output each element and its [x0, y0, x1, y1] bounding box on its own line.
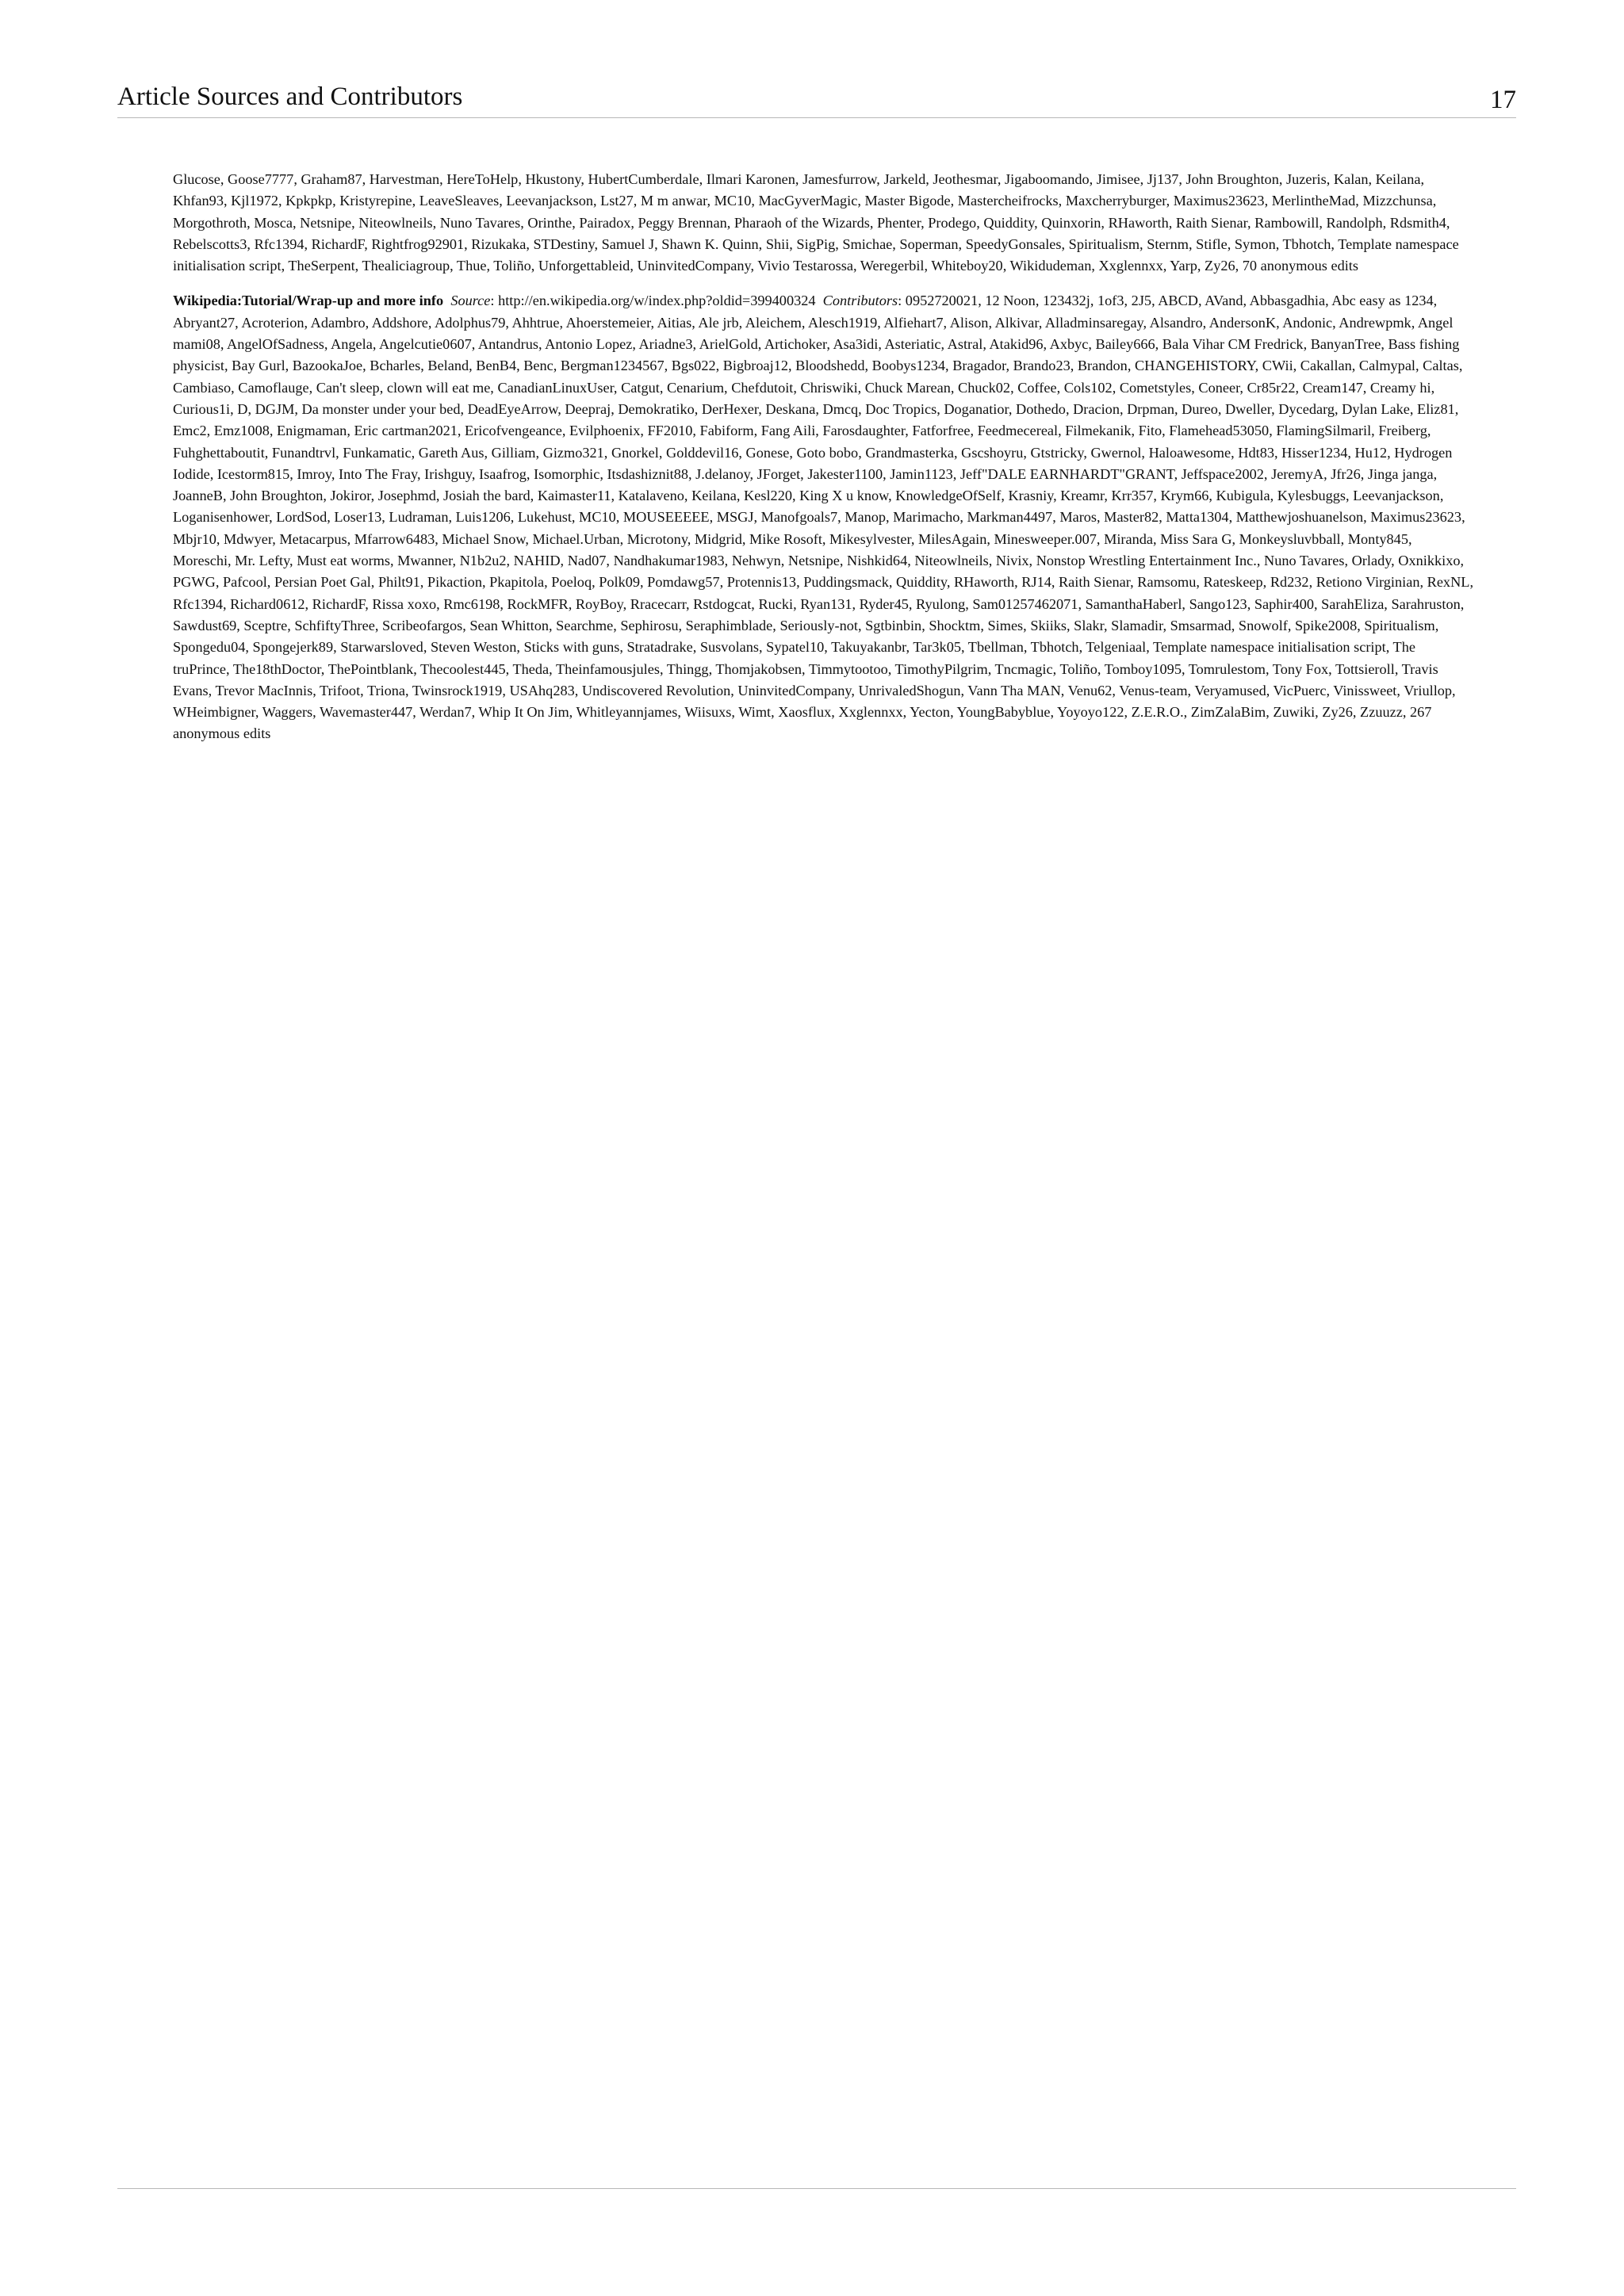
page-header	[117, 79, 1516, 118]
page-number: 17	[1490, 86, 1516, 114]
contributor-list: 0952720021, 12 Noon, 123432j, 1of3, 2J5, ABCD, AVand, Abbasgadhia, Abc easy as 1234, Abryant27, Acroterion, Adambro, Addshore, Adolphus79, Ahhtrue, Ahoerstemeier, Aitias, Ale jrb, Aleichem, Alesch1919, Alfiehart7, Alison, Alkivar, Alladminsaregay, Alsandro, AndersonK, Andonic, Andrewpmk, Angel mami08, AngelOfSadness, Angela, Angelcutie0607, Antandrus, Antonio Lopez, Ariadne3, ArielGold, Artichoker, Asa3idi, Asteriatic, Astral, Atakid96, Axbyc, Bailey666, Bala Vihar CM Fredrick, BanyanTree, Bass fishing physicist, Bay Gurl, BazookaJoe, Bcharles, Beland, BenB4, Benc, Bergman1234567, Bgs022, Bigbroaj12, Bloodshedd, Boobys1234, Bragador, Brando23, Brandon, CHANGEHISTORY, CWii, Cakallan, Calmypal, Caltas, Cambiaso, Camoflauge, Can't sleep, clown will eat me, CanadianLinuxUser, Catgut, Cenarium, Chefdutoit, Chriswiki, Chuck Marean, Chuck02, Coffee, Cols102, Cometstyles, Coneer, Cr85r22, Cream147, Creamy hi, Curious1i, D, DGJM, Da monster under your bed, DeadEyeArrow, Deepraj, Demokratiko, DerHexer, Deskana, Dmcq, Doc Tropics, Doganatior, Dothedo, Dracion, Drpman, Dureo, Dweller, Dycedarg, Dylan Lake, Eliz81, Emc2, Emz1008, Enigmaman, Eric cartman2021, Ericofvengeance, Evilphoenix, FF2010, Fabiform, Fang Aili, Farosdaughter, Fatforfree, Feedmecereal, Filmekanik, Fito, Flamehead53050, FlamingSilmaril, Freiberg, Fuhghettaboutit, Funandtrvl, Funkamatic, Gareth Aus, Gilliam, Gizmo321, Gnorkel, Golddevil16, Gonese, Goto bobo, Grandmasterka, Gscshoyru, Gtstricky, Gwernol, Haloawesome, Hdt83, Hisser1234, Hu12, Hydrogen Iodide, Icestorm815, Imroy, Into The Fray, Irishguy, Isaafrog, Isomorphic, Itsdashiznit88, J.delanoy, JForget, Jakester1100, Jamin1123, Jeff"DALE EARNHARDT"GRANT, Jeffspace2002, JeremyA, Jfr26, Jinga janga, JoanneB, John Broughton, Jokiror, Josephmd, Josiah the bard, Kaimaster11, Katalaveno, Keilana, Kesl220, King X u know, KnowledgeOfSelf, Krasniy, Kreamr, Krr357, Krym66, Kubigula, Kylesbuggs, Leevanjackson, Loganisenhower, LordSod, Loser13, Ludraman, Luis1206, Lukehust, MC10, MOUSEEEEE, MSGJ, Manofgoals7, Manop, Marimacho, Markman4497, Maros, Master82, Matta1304, Matthewjoshuanelson, Maximus23623, Mbjr10, Mdwyer, Metacarpus, Mfarrow6483, Michael Snow, Michael.Urban, Microtony, Midgrid, Mike Rosoft, Mikesylvester, MilesAgain, Minesweeper.007, Miranda, Miss Sara G, Monkeysluvbball, Monty845, Moreschi, Mr. Lefty, Must eat worms, Mwanner, N1b2u2, NAHID, Nad07, Nandhakumar1983, Nehwyn, Netsnipe, Nishkid64, Niteowlneils, Nivix, Nonstop Wrestling Entertainment Inc., Nuno Tavares, Orlady, Oxnikkixo, PGWG, Pafcool, Persian Poet Gal, Philt91, Pikaction, Pkapitola, Poeloq, Polk09, Pomdawg57, Protennis13, Puddingsmack, Quiddity, RHaworth, RJ14, Raith Sienar, Ramsomu, Rateskeep, Rd232, Retiono Virginian, RexNL, Rfc1394, Richard0612, RichardF, Rissa xoxo, Rmc6198, RockMFR, RoyBoy, Rracecarr, Rstdogcat, Rucki, Ryan131, Ryder45, Ryulong, Sam01257462071, SamanthaHaberl, Sango123, Saphir400, SarahEliza, Sarahruston, Sawdust69, Sceptre, SchfiftyThree, Scribeofargos, Sean Whitton, Searchme, Sephirosu, Seraphimblade, Seriously-not, Sgtbinbin, Shocktm, Simes, Skiiks, Slakr, Slamadir, Smsarmad, Snowolf, Spike2008, Spiritualism, Spongedu04, Spongejerk89, Starwarsloved, Steven Weston, Sticks with guns, Stratadrake, Susvolans, Sypatel10, Takuyakanbr, Tar3k05, Tbellman, Tbhotch, Telgeniaal, Template namespace initialisation script, The truPrince, The18thDoctor, ThePointblank, Thecoolest445, Theda, Theinfamousjules, Thingg, Thomjakobsen, Timmytootoo, TimothyPilgrim, Tncmagic, Toliño, Tomboy1095, Tomrulestom, Tony Fox, Tottsieroll, Travis Evans, Trevor MacInnis, Trifoot, Triona, Twinsrock1919, USAhq283, Undiscovered Revolution, UninvitedCompany, UnrivaledShogun, Vann Tha MAN, Venu62, Venus-team, Veryamused, VicPuerc, Vinissweet, Vriullop, WHeimbigner, Waggers, Wavemaster447, Werdan7, Whip It On Jim, Whitleyannjames, Wiisuxs, Wimt, Xaosflux, Xxglennxx, Yecton, YoungBabyblue, Yoyoyo122, Z.E.R.O., ZimZalaBim, Zuwiki, Zy26, Zzuuzz, 267 anonymous edits	[173, 293, 1474, 742]
source-url[interactable]: http://en.wikipedia.org/w/index.php?oldid=399400324	[498, 293, 816, 309]
entry-continued-contributors	[173, 169, 1473, 277]
entry-wrap-up-and-more-info: Wikipedia:Tutorial/Wrap-up and more info Source: http://en.wikipedia.org/w/index.php?oldid=399400324 Contributors: 0952720021, 12 Noon, 123432j, 1of3, 2J5, ABCD, AVand, Abbasgadhia, Abc easy as 1234, Abryant27, Acroterion, Adambro, Addshore, Adolphus79, Ahhtrue, Ahoerstemeier, Aitias, Ale jrb, Aleichem, Alesch1919, Alfiehart7, Alison, Alkivar, Alladminsaregay, Alsandro, AndersonK, Andonic, Andrewpmk, Angel mami08, AngelOfSadness, Angela, Angelcutie0607, Antandrus, Antonio Lopez, Ariadne3, ArielGold, Artichoker, Asa3idi, Asteriatic, Astral, Atakid96, Axbyc, Bailey666, Bala Vihar CM Fredrick, BanyanTree, Bass fishing physicist, Bay Gurl, BazookaJoe, Bcharles, Beland, BenB4, Benc, Bergman1234567, Bgs022, Bigbroaj12, Bloodshedd, Boobys1234, Bragador, Brando23, Brandon, CHANGEHISTORY, CWii, Cakallan, Calmypal, Caltas, Cambiaso, Camoflauge, Can't sleep, clown will eat me, CanadianLinuxUser, Catgut, Cenarium, Chefdutoit, Chriswiki, Chuck Marean, Chuck02, Coffee, Cols102, Cometstyles, Coneer, Cr85r22, Cream147, Creamy hi, Curious1i, D, DGJM, Da monster under your bed, DeadEyeArrow, Deepraj, Demokratiko, DerHexer, Deskana, Dmcq, Doc Tropics, Doganatior, Dothedo, Dracion, Drpman, Dureo, Dweller, Dycedarg, Dylan Lake, Eliz81, Emc2, Emz1008, Enigmaman, Eric cartman2021, Ericofvengeance, Evilphoenix, FF2010, Fabiform, Fang Aili, Farosdaughter, Fatforfree, Feedmecereal, Filmekanik, Fito, Flamehead53050, FlamingSilmaril, Freiberg, Fuhghettaboutit, Funandtrvl, Funkamatic, Gareth Aus, Gilliam, Gizmo321, Gnorkel, Golddevil16, Gonese, Goto bobo, Grandmasterka, Gscshoyru, Gtstricky, Gwernol, Haloawesome, Hdt83, Hisser1234, Hu12, Hydrogen Iodide, Icestorm815, Imroy, Into The Fray, Irishguy, Isaafrog, Isomorphic, Itsdashiznit88, J.delanoy, JForget, Jakester1100, Jamin1123, Jeff"DALE EARNHARDT"GRANT, Jeffspace2002, JeremyA, Jfr26, Jinga janga, JoanneB, John Broughton, Jokiror, Josephmd, Josiah the bard, Kaimaster11, Katalaveno, Keilana, Kesl220, King X u know, KnowledgeOfSelf, Krasniy, Kreamr, Krr357, Krym66, Kubigula, Kylesbuggs, Leevanjackson, Loganisenhower, LordSod, Loser13, Ludraman, Luis1206, Lukehust, MC10, MOUSEEEEE, MSGJ, Manofgoals7, Manop, Marimacho, Markman4497, Maros, Master82, Matta1304, Matthewjoshuanelson, Maximus23623, Mbjr10, Mdwyer, Metacarpus, Mfarrow6483, Michael Snow, Michael.Urban, Microtony, Midgrid, Mike Rosoft, Mikesylvester, MilesAgain, Minesweeper.007, Miranda, Miss Sara G, Monkeysluvbball, Monty845, Moreschi, Mr. Lefty, Must eat worms, Mwanner, N1b2u2, NAHID, Nad07, Nandhakumar1983, Nehwyn, Netsnipe, Nishkid64, Niteowlneils, Nivix, Nonstop Wrestling Entertainment Inc., Nuno Tavares, Orlady, Oxnikkixo, PGWG, Pafcool, Persian Poet Gal, Philt91, Pikaction, Pkapitola, Poeloq, Polk09, Pomdawg57, Protennis13, Puddingsmack, Quiddity, RHaworth, RJ14, Raith Sienar, Ramsomu, Rateskeep, Rd232, Retiono Virginian, RexNL, Rfc1394, Richard0612, RichardF, Rissa xoxo, Rmc6198, RockMFR, RoyBoy, Rracecarr, Rstdogcat, Rucki, Ryan131, Ryder45, Ryulong, Sam01257462071, SamanthaHaberl, Sango123, Saphir400, SarahEliza, Sarahruston, Sawdust69, Sceptre, SchfiftyThree, Scribeofargos, Sean Whitton, Searchme, Sephirosu, Seraphimblade, Seriously-not, Sgtbinbin, Shocktm, Simes, Skiiks, Slakr, Slamadir, Smsarmad, Snowolf, Spike2008, Spiritualism, Spongedu04, Spongejerk89, Starwarsloved, Steven Weston, Sticks with guns, Stratadrake, Susvolans, Sypatel10, Takuyakanbr, Tar3k05, Tbellman, Tbhotch, Telgeniaal, Template namespace initialisation script, The truPrince, The18thDoctor, ThePointblank, Thecoolest445, Theda, Theinfamousjules, Thingg, Thomjakobsen, Timmytootoo, TimothyPilgrim, Tncmagic, Toliño, Tomboy1095, Tomrulestom, Tony Fox, Tottsieroll, Travis Evans, Trevor MacInnis, Trifoot, Triona, Twinsrock1919, USAhq283, Undiscovered Revolution, UninvitedCompany, UnrivaledShogun, Vann Tha MAN, Venu62, Venus-team, Veryamused, VicPuerc, Vinissweet, Vriullop, WHeimbigner, Waggers, Wavemaster447, Werdan7, Whip It On Jim, Whitleyannjames, Wiisuxs, Wimt, Xaosflux, Xxglennxx, Yecton, YoungBabyblue, Yoyoyo122, Z.E.R.O., ZimZalaBim, Zuwiki, Zy26, Zzuuzz, 267 anonymous edits	[173, 293, 1474, 742]
footer-divider	[117, 2188, 1516, 2189]
article-name: Wikipedia:Tutorial/Wrap-up and more info	[173, 293, 444, 309]
contributors-label: Contributors	[822, 293, 898, 309]
contributor-list: Glucose, Goose7777, Graham87, Harvestman, HereToHelp, Hkustony, HubertCumberdale, Ilmari Karonen, Jamesfurrow, Jarkeld, Jeothesmar, Jigaboomando, Jimisee, Jj137, John Broughton, Juzeris, Kalan, Keilana, Khfan93, Kjl1972, Kpkpkp, Kristyrepine, LeaveSleaves, Leevanjackson, Lst27, M m anwar, MC10, MacGyverMagic, Master Bigode, Mastercheifrocks, Maxcherryburger, Maximus23623, MerlintheMad, Mizzchunsa, Morgothroth, Mosca, Netsnipe, Niteowlneils, Nuno Tavares, Orinthe, Pairadox, Peggy Brennan, Pharaoh of the Wizards, Phenter, Prodego, Quiddity, Quinxorin, RHaworth, Raith Sienar, Rambowill, Randolph, Rdsmith4, Rebelscotts3, Rfc1394, RichardF, Rightfrog92901, Rizukaka, STDestiny, Samuel J, Shawn K. Quinn, Shii, SigPig, Smichae, Soperman, SpeedyGonsales, Spiritualism, Sternm, Stifle, Symon, Tbhotch, Template namespace initialisation script, TheSerpent, Thealiciagroup, Thue, Toliño, Unforgettableid, UninvitedCompany, Vivio Testarossa, Weregerbil, Whiteboy20, Wikidudeman, Xxglennxx, Yarp, Zy26, 70 anonymous edits	[173, 171, 1459, 274]
source-label: Source	[450, 293, 491, 309]
page-title: Article Sources and Contributors	[117, 82, 463, 111]
article-sources-list	[173, 169, 1473, 759]
